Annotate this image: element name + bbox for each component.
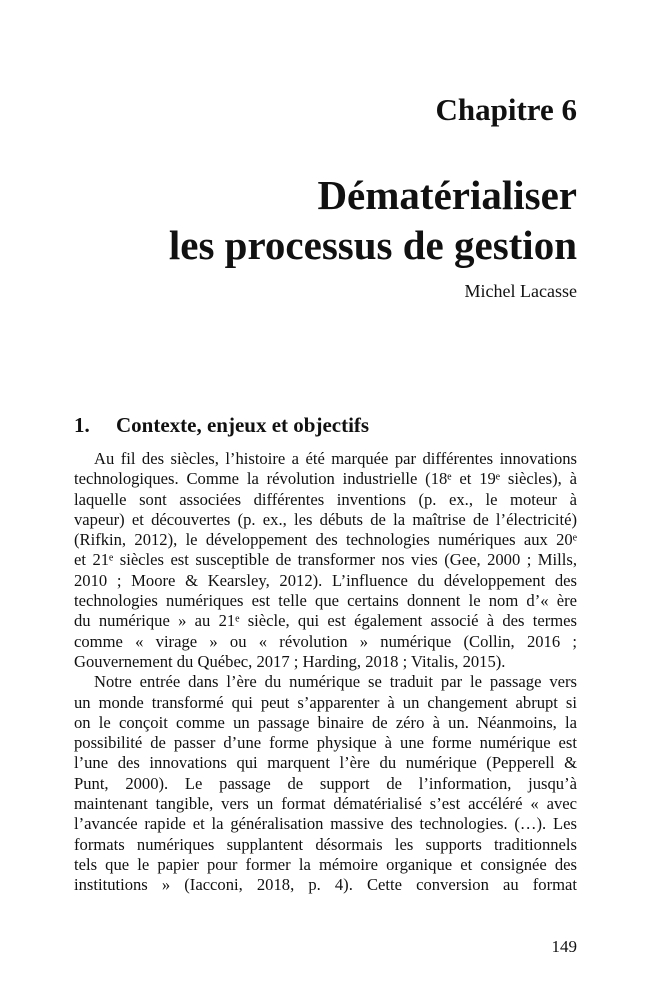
chapter-title-line: les processus de gestion (168, 222, 577, 268)
text-line: possibilité de passer d’une forme physique à une forme numérique est (74, 733, 577, 753)
section-number: 1. (74, 413, 90, 437)
body-text (74, 449, 577, 896)
text-line: (Rifkin, 2012), le développement des technologies numériques aux 20ᵉ (74, 530, 577, 550)
text-line: on le conçoit comme un passage binaire de zéro à un. Néanmoins, la (74, 712, 577, 732)
text-line: technologiques. Comme la révolution industrielle (18ᵉ et 19ᵉ siècles), à (74, 469, 577, 489)
text-line: Punt, 2000). Le passage de support de l’information, jusqu’à (74, 773, 577, 793)
text-line: institutions » (Iacconi, 2018, p. 4). Cette conversion au format (74, 875, 577, 895)
text-line: comme « virage » ou « révolution » numérique (Collin, 2016 ; (74, 631, 577, 651)
text-line: maintenant tangible, vers un format dématérialisé s’est accéléré « avec (74, 794, 577, 814)
text-line: 2010 ; Moore & Kearsley, 2012). L’influence du développement des (74, 570, 577, 590)
text-line: tels que le papier pour former la mémoire organique et consignée des (74, 854, 577, 874)
author: Michel Lacasse (464, 281, 577, 301)
text-line: formats numériques supplantent désormais les supports traditionnels (74, 834, 577, 854)
chapter-title (169, 170, 577, 270)
text-line: Gouvernement du Québec, 2017 ; Harding, 2018 ; Vitalis, 2015). (74, 651, 506, 671)
text-line: technologies numériques est telle que certains donnent le nom d’« ère (74, 591, 577, 611)
text-line: vapeur) et découvertes (p. ex., les débuts de la maîtrise de l’électricité) (74, 509, 577, 529)
text-line: et 21ᵉ siècles est susceptible de transformer nos vies (Gee, 2000 ; Mills, (74, 550, 577, 570)
text-line: laquelle sont associées différentes inventions (p. ex., le moteur à (74, 489, 577, 509)
section-heading (74, 413, 369, 438)
page-number: 149 (551, 937, 577, 956)
text-line: un monde transformé qui peut s’apparenter à un changement abrupt si (74, 692, 577, 712)
text-line: l’avancée rapide et la généralisation massive des technologies. (…). Les (74, 814, 577, 834)
chapter-label: Chapitre 6 (435, 92, 577, 127)
section-title: Contexte, enjeux et objectifs (116, 413, 370, 437)
text-line: du numérique » au 21ᵉ siècle, qui est également associé à des termes (74, 611, 577, 631)
text-line: l’une des innovations qui marquent l’ère du numérique (Pepperell & (74, 753, 577, 773)
paragraph (74, 672, 577, 895)
chapter-title-line: Dématérialiser (317, 172, 577, 218)
text-line: Au fil des siècles, l’histoire a été marquée par différentes innovations (94, 449, 577, 468)
text-line: Notre entrée dans l’ère du numérique se traduit par le passage vers (94, 672, 577, 692)
paragraph (74, 449, 577, 672)
